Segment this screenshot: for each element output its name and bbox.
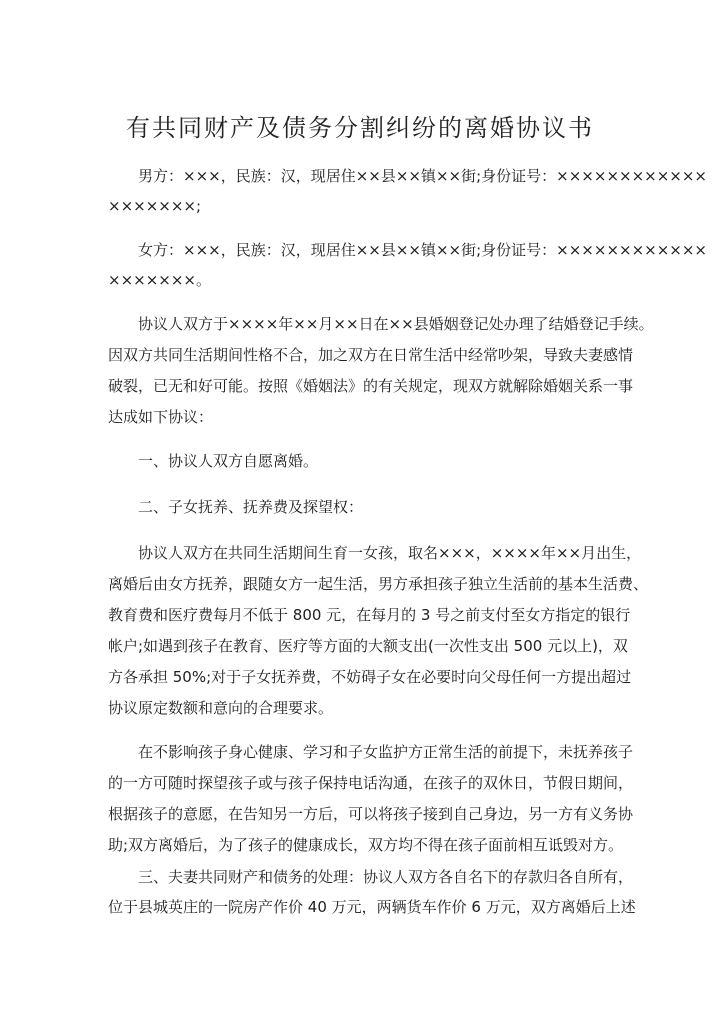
visitation-line-3: 根据孩子的意愿，在告知另一方后，可以将孩子接到自己身边，另一方有义务协: [108, 805, 634, 823]
visitation-line-1: 在不影响孩子身心健康、学习和子女监护方正常生活的前提下，未抚养孩子: [138, 743, 634, 761]
preamble-line-3: 破裂，已无和好可能。按照《婚姻法》的有关规定，现双方就解除婚姻关系一事: [108, 377, 634, 395]
document-title: 有共同财产及债务分割纠纷的离婚协议书: [126, 114, 594, 142]
clause-2-heading: 二、子女抚养、抚养费及探望权：: [138, 498, 364, 516]
visitation-line-4: 助;双方离婚后，为了孩子的健康成长，双方均不得在孩子面前相互诋毁对方。: [108, 836, 624, 854]
custody-line-2: 离婚后由女方抚养，跟随女方一起生活，男方承担孩子独立生活前的基本生活费、: [108, 575, 649, 593]
preamble-line-4: 达成如下协议：: [108, 408, 214, 426]
custody-line-4: 帐户;如遇到孩子在教育、医疗等方面的大额支出(一次性支出 500 元以上)，双: [108, 637, 628, 655]
female-party-line-1: 女方：×××，民族：汉，现居住××县××镇××街;身份证号：××××××××××××: [138, 241, 707, 259]
male-party-line-2: ×××××××;: [108, 197, 202, 215]
clause-3-line-1: 三、夫妻共同财产和债务的处理：协议人双方各自名下的存款归各自所有，: [138, 868, 634, 886]
male-party-line-1: 男方：×××，民族：汉，现居住××县××镇××街;身份证号：××××××××××××: [138, 167, 707, 185]
female-party-line-2: ×××××××。: [108, 271, 211, 289]
custody-line-6: 协议原定数额和意向的合理要求。: [108, 699, 334, 717]
custody-line-3: 教育费和医疗费每月不低于 800 元，在每月的 3 号之前支付至女方指定的银行: [108, 606, 631, 624]
visitation-line-2: 的一方可随时探望孩子或与孩子保持电话沟通，在孩子的双休日，节假日期间，: [108, 774, 634, 792]
preamble-line-2: 因双方共同生活期间性格不合，加之双方在日常生活中经常吵架，导致夫妻感情: [108, 346, 634, 364]
custody-line-1: 协议人双方在共同生活期间生育一女孩，取名×××，××××年××月出生，: [138, 544, 642, 562]
custody-line-5: 方各承担 50%;对于子女抚养费，不妨碍子女在必要时向父母任何一方提出超过: [108, 668, 632, 686]
clause-1-line: 一、协议人双方自愿离婚。: [138, 452, 319, 470]
clause-3-line-2: 位于县城英庄的一院房产作价 40 万元，两辆货车作价 6 万元，双方离婚后上述: [108, 898, 636, 916]
preamble-line-1: 协议人双方于××××年××月××日在××县婚姻登记处办理了结婚登记手续。: [138, 315, 654, 333]
